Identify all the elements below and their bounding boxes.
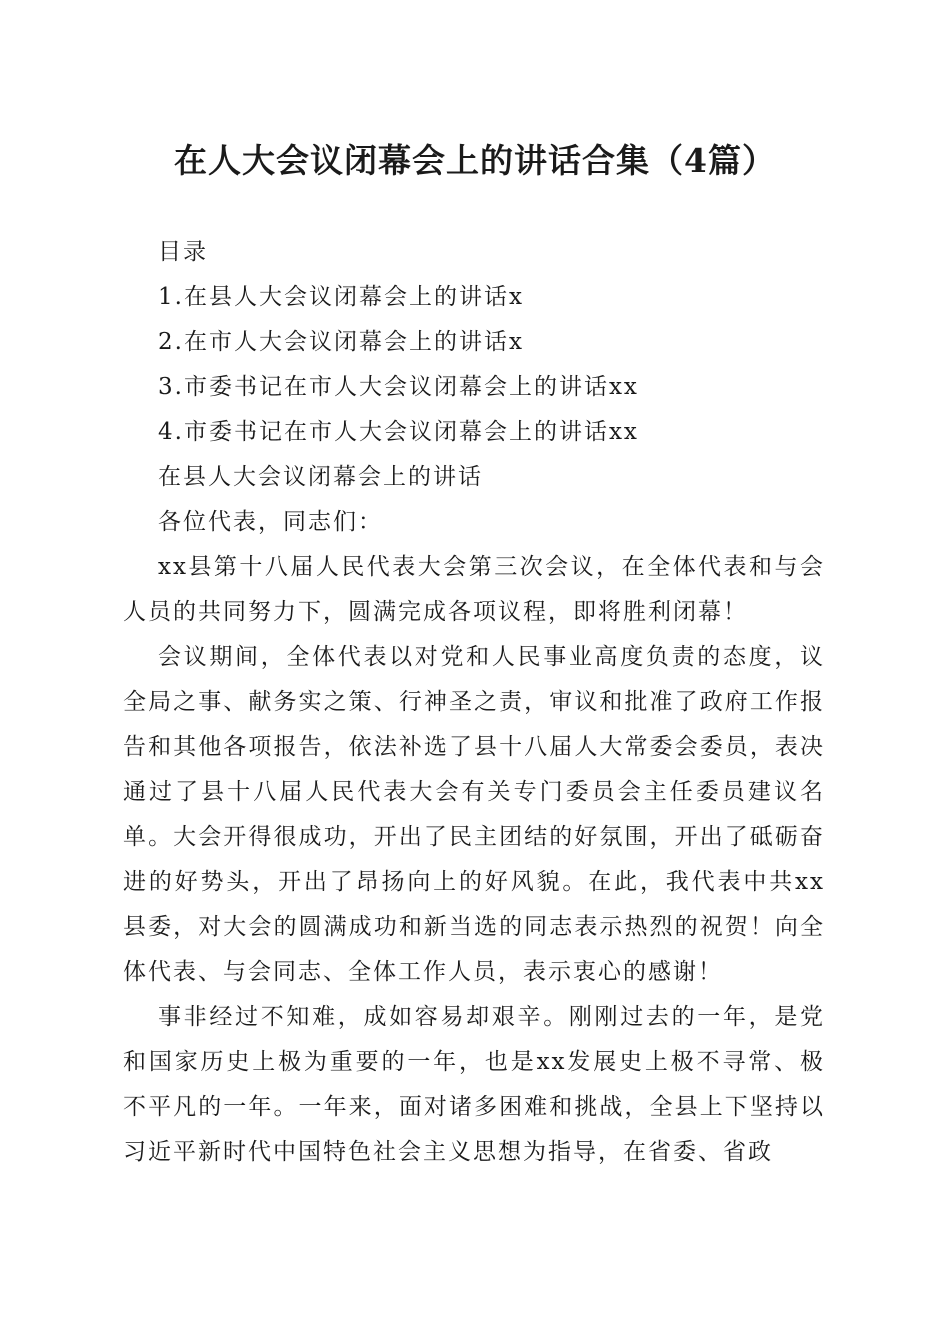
document-title: 在人大会议闭幕会上的讲话合集（4篇） xyxy=(174,141,776,180)
toc-item: 1.在县人大会议闭幕会上的讲话x xyxy=(158,284,524,310)
toc-item: 2.在市人大会议闭幕会上的讲话x xyxy=(158,329,524,355)
toc-item: 4.市委书记在市人大会议闭幕会上的讲话xx xyxy=(158,419,639,445)
body-paragraph: 事非经过不知难，成如容易却艰辛。刚刚过去的一年，是党和国家历史上极为重要的一年，也是xx发展史上极不寻常、极不平凡的一年。一年来，面对诸多困难和挑战，全县上下坚持以习近平新时代中国特色社会主义思想为指导，在省委、省政 xyxy=(123,1004,825,1165)
section-title: 在县人大会议闭幕会上的讲话 xyxy=(158,464,483,490)
toc-heading: 目录 xyxy=(158,239,208,265)
body-paragraph: 会议期间，全体代表以对党和人民事业高度负责的态度，议全局之事、献务实之策、行神圣之责，审议和批准了政府工作报告和其他各项报告，依法补选了县十八届人大常委会委员，表决通过了县十八届人民代表大会有关专门委员会主任委员建议名单。大会开得很成功，开出了民主团结的好氛围，开出了砥砺奋进的好势头，开出了昂扬向上的好风貌。在此，我代表中共xx县委，对大会的圆满成功和新当选的同志表示热烈的祝贺！向全体代表、与会同志、全体工作人员，表示衷心的感谢！ xyxy=(123,644,825,985)
body-paragraph: xx县第十八届人民代表大会第三次会议，在全体代表和与会人员的共同努力下，圆满完成各项议程，即将胜利闭幕！ xyxy=(123,554,825,625)
toc-item: 3.市委书记在市人大会议闭幕会上的讲话xx xyxy=(158,374,639,400)
document-body xyxy=(123,230,825,1175)
salutation: 各位代表，同志们： xyxy=(158,509,383,535)
